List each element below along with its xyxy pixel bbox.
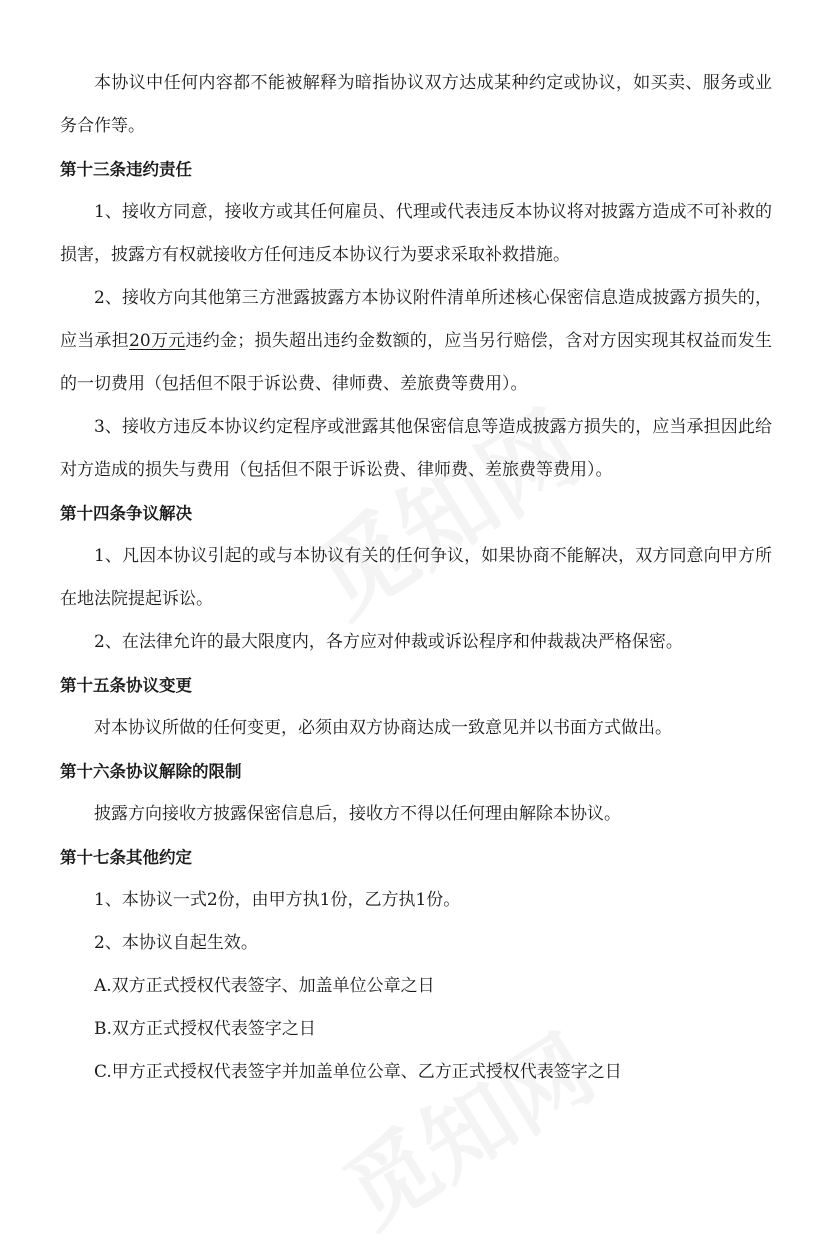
penalty-amount: 20万元 (129, 331, 186, 351)
article-16-text: 披露方向接收方披露保密信息后，接收方不得以任何理由解除本协议。 (94, 804, 621, 824)
article-17-option-b: B.双方正式授权代表签字之日 (94, 1019, 316, 1039)
article-17-option-a: A.双方正式授权代表签字、加盖单位公章之日 (94, 976, 435, 996)
article-13-item-3: 3、接收方违反本协议约定程序或泄露其他保密信息等造成披露方损失的，应当承担因此给对方造成的损失与费用（包括但不限于诉讼费、律师费、差旅费等费用）。 (60, 417, 772, 480)
article-13-heading: 第十三条违约责任 (60, 160, 192, 179)
article-13-item-1: 1、接收方同意，接收方或其任何雇员、代理或代表违反本协议将对披露方造成不可补救的损害，披露方有权就接收方任何违反本协议行为要求采取补救措施。 (60, 202, 772, 265)
article-14-item-2: 2、在法律允许的最大限度内，各方应对仲裁或诉讼程序和仲裁裁决严格保密。 (94, 632, 683, 652)
article-17-heading: 第十七条其他约定 (60, 848, 192, 867)
article-13-item-2 (60, 277, 772, 406)
article-13-item-2-part-2: 违约金；损失超出违约金数额的，应当另行赔偿，含对方因实现其权益而发生的一切费用（包括但不限于诉讼费、律师费、差旅费等费用）。 (60, 331, 773, 394)
article-17-item-2: 2、本协议自起生效。 (94, 933, 258, 953)
article-17-item-1: 1、本协议一式2份，由甲方执1份，乙方执1份。 (94, 890, 461, 910)
document-body (60, 62, 772, 1094)
article-14-item-1: 1、凡因本协议引起的或与本协议有关的任何争议，如果协商不能解决，双方同意向甲方所在地法院提起诉讼。 (60, 546, 772, 609)
article-13-item-2-part-1: 2、接收方向其他第三方泄露披露方本协议附件清单所述核心保密信息造成披露方损失的，应当承担 (60, 288, 772, 351)
article-15-text: 对本协议所做的任何变更，必须由双方协商达成一致意见并以书面方式做出。 (94, 718, 672, 738)
intro-paragraph: 本协议中任何内容都不能被解释为暗指协议双方达成某种约定或协议，如买卖、服务或业务合作等。 (60, 73, 772, 136)
article-16-heading: 第十六条协议解除的限制 (60, 762, 242, 781)
article-15-heading: 第十五条协议变更 (60, 676, 192, 695)
article-17-option-c: C.甲方正式授权代表签字并加盖单位公章、乙方正式授权代表签字之日 (94, 1062, 622, 1082)
article-14-heading: 第十四条争议解决 (60, 504, 192, 523)
